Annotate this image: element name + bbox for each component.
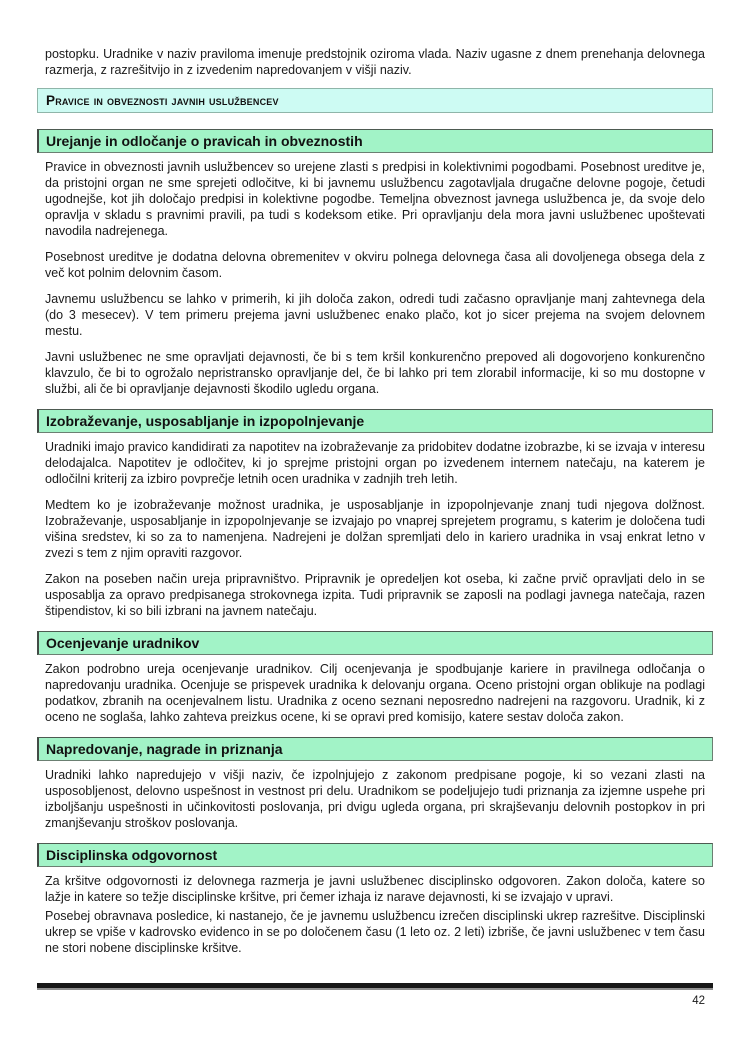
paragraph: Uradniki imajo pravico kandidirati za napotitev na izobraževanje za pridobitev dodatne izobrazbe, ki se izvaja v interesu delodajalca. Napotitev je odločitev, ki jo sprejme pristojni organ po izvedenem internem natečaju, na katerem je odločilni kriterij za izbiro povprečje letnih ocen uradnika v zadnjih treh letih. (45, 440, 705, 486)
section-heading: Napredovanje, nagrade in priznanja (37, 737, 713, 761)
section-heading: Urejanje in odločanje o pravicah in obveznostih (37, 129, 713, 153)
paragraph: Javnemu uslužbencu se lahko v primerih, ki jih določa zakon, odredi tudi začasno opravljanje manj zahtevnega dela (do 3 mesecev). V tem primeru prejema javni uslužbenec enako plačo, kot jo sicer prejema na svojem delovnem mestu. (45, 292, 705, 338)
paragraph: Pravice in obveznosti javnih uslužbencev so urejene zlasti s predpisi in kolektivnimi pogodbami. Posebnost ureditve je, da pristojni organ ne sme sprejeti odločitve, ki bi javnemu uslužbencu zagotavljala drugačne delovne pogoje, četudi ugodnejše, kot jih določajo predpisi in kolektivne pogodbe. Temeljna obveznost javnega uslužbenca je, da svoje delo opravlja v skladu s pravnimi pravili, pa tudi s kodeksom etike. Pri opravljanju dela mora javni uslužbenec upoštevati navodila nadrejenega. (45, 160, 705, 238)
paragraph: Medtem ko je izobraževanje možnost uradnika, je usposabljanje in izpopolnjevanje znanj tudi njegova dolžnost. Izobraževanje, usposabljanje in izpopolnjevanje se izvajajo po vnaprej sprejetem programu, s katerim je določena tudi višina sredstev, ki so za to namenjena. Nadrejeni je dolžan spremljati delo in kariero uradnika in vsaj enkrat letno v zvezi s tem z njim opraviti razgovor. (45, 498, 705, 560)
chapter-heading-banner: Pravice in obveznosti javnih uslužbencev (37, 88, 713, 113)
intro-paragraph: postopku. Uradnike v naziv praviloma imenuje predstojnik oziroma vlada. Naziv ugasne z dnem prenehanja delovnega razmerja, z razrešitvijo in z izvedenim napredovanjem v višji naziv. (45, 47, 705, 77)
paragraph: Posebej obravnava posledice, ki nastanejo, če je javnemu uslužbencu izrečen disciplinski ukrep razrešitve. Disciplinski ukrep se vpiše v kadrovsko evidenco in se po določenem času (1 leto oz. 2 leti) izbriše, če javni uslužbenec v tem času ne stori nobene disciplinske kršitve. (45, 909, 705, 955)
section-heading: Ocenjevanje uradnikov (37, 631, 713, 655)
paragraph: Javni uslužbenec ne sme opravljati dejavnosti, če bi s tem kršil konkurenčno prepoved ali dogovorjeno konkurenčno klavzulo, če bi to ogrožalo nepristransko opravljanje del, če bi lahko pri tem zlorabil informacije, ki so mu dostopne v službi, ali če bi opravljanje dejavnosti škodilo ugledu organa. (45, 350, 705, 396)
paragraph: Zakon na poseben način ureja pripravništvo. Pripravnik je opredeljen kot oseba, ki začne prvič opravljati delo in se usposablja za opravo predpisanega strokovnega izpita. Tudi pripravnik se zaposli na podlagi javnega natečaja, razen štipendistov, ki so bili izbrani na javnem natečaju. (45, 572, 705, 618)
paragraph: Posebnost ureditve je dodatna delovna obremenitev v okviru polnega delovnega časa ali dovoljenega obsega dela z več kot polnim delovnim časom. (45, 250, 705, 280)
paragraph: Zakon podrobno ureja ocenjevanje uradnikov. Cilj ocenjevanja je spodbujanje kariere in pravilnega odločanja o napredovanju uradnika. Ocenjuje se prispevek uradnika k delovanju organa. Oceno pristojni organ oblikuje na podlagi podatkov, zbranih na ocenjevalnem listu. Uradnika z oceno seznani neposredno nadrejeni na razgovoru. Uradnik, ki z oceno ne soglaša, lahko zahteva preizkus ocene, ki se opravi pred komisijo, katere sestav določa zakon. (45, 662, 705, 724)
page-number: 42 (692, 995, 705, 1007)
paragraph: Uradniki lahko napredujejo v višji naziv, če izpolnjujejo z zakonom predpisane pogoje, ki so vezani zlasti na usposobljenost, delovno uspešnost in vestnost pri delu. Uradnikom se podeljujejo tudi priznanja za izjemne uspehe pri izboljšanju uspešnosti in učinkovitosti poslovanja, pri dvigu ugleda organa, pri skrajševanju delovnih postopkov in pri zmanjševanju stroškov poslovanja. (45, 768, 705, 830)
footer-rule (37, 983, 713, 990)
paragraph: Za kršitve odgovornosti iz delovnega razmerja je javni uslužbenec disciplinsko odgovoren. Zakon določa, katere so lažje in katere so težje disciplinske kršitve, pri čemer izhaja iz narave dejavnosti, ki se izvajajo v upravi. (45, 874, 705, 904)
section-heading: Izobraževanje, usposabljanje in izpopolnjevanje (37, 409, 713, 433)
section-heading: Disciplinska odgovornost (37, 843, 713, 867)
